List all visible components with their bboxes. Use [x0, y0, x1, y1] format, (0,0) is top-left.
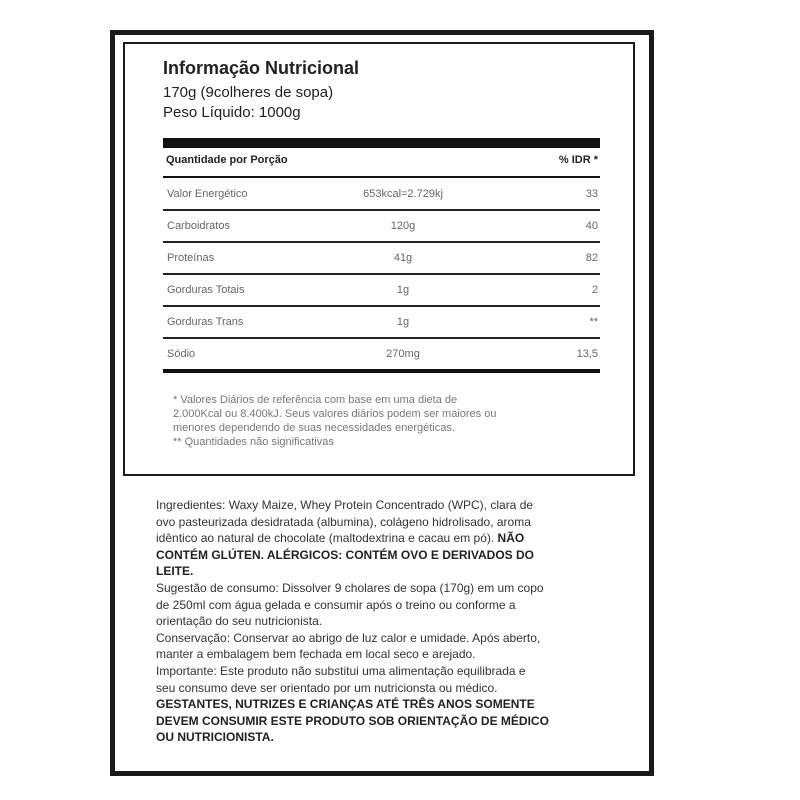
nutrient-name: Carboidratos [167, 220, 230, 232]
usage-line: orientação do seu nutricionista. [156, 614, 323, 629]
nutrient-amount: 120g [390, 220, 416, 232]
nutrient-amount: 41g [393, 252, 413, 264]
warning-text: DEVEM CONSUMIR ESTE PRODUTO SOB ORIENTAÇÃO DE MÉDICO [156, 713, 549, 728]
usage-line: Sugestão de consumo: Dissolver 9 cholares de sopa (170g) em um copo [156, 580, 544, 595]
footnote-line: ** Quantidades não significativas [173, 436, 334, 448]
ingredients-text: idêntico ao natural de chocolate (maltodextrina e cacau em pó). [156, 531, 498, 546]
warning-line [156, 713, 634, 730]
nutrient-amount: 1g [396, 316, 410, 328]
nutrient-name: Gorduras Trans [167, 316, 244, 328]
ingredients-line: Ingredientes: Waxy Maize, Whey Protein Concentrado (WPC), clara de [156, 498, 534, 512]
serving-size: 170g (9colheres de sopa) [163, 84, 334, 101]
allergen-warning: NÃO [497, 531, 525, 546]
table-header [163, 148, 600, 178]
table-row [163, 306, 600, 339]
header-idr-label: % IDR * [558, 154, 598, 166]
usage-line: de 250ml com água gelada e consumir após o treino ou conforme a [156, 597, 516, 612]
nutrient-name: Gorduras Totais [167, 284, 245, 296]
important-line: Importante: Este produto não substitui uma alimentação equilibrada e [156, 663, 526, 678]
nutrient-idr: 40 [585, 220, 598, 232]
header-quantity-label: Quantidade por Porção [166, 154, 288, 166]
nutrition-title: Informação Nutricional [163, 58, 360, 78]
footnote-line: * Valores Diários de referência com base em uma dieta de [173, 394, 458, 406]
nutrient-amount: 270mg [386, 348, 420, 360]
net-weight: Peso Líquido: 1000g [163, 104, 301, 121]
table-row [163, 242, 600, 275]
storage-line: Conservação: Conservar ao abrigo de luz calor e umidade. Após aberto, [156, 630, 541, 645]
nutrient-name: Proteínas [167, 252, 215, 264]
divider-bar [163, 138, 600, 148]
warning-line [156, 729, 634, 746]
nutrient-name: Valor Energético [167, 188, 248, 200]
table-row [163, 178, 600, 211]
nutrient-idr: 82 [585, 252, 598, 264]
warning-line [156, 696, 634, 713]
allergen-line [156, 563, 634, 580]
nutrient-amount: 1g [396, 284, 410, 296]
nutrient-idr: 13,5 [576, 348, 598, 360]
allergen-warning: CONTÉM GLÚTEN. ALÉRGICOS: CONTÉM OVO E DERIVADOS DO [156, 547, 535, 562]
ingredients-line [156, 530, 634, 547]
warning-text: GESTANTES, NUTRIZES E CRIANÇAS ATÉ TRÊS ANOS SOMENTE [156, 697, 535, 712]
footnote-line: menores dependendo de suas necessidades energéticas. [173, 422, 455, 434]
ingredients-line: ovo pasteurizada desidratada (albumina), colágeno hidrolisado, aroma [156, 514, 531, 529]
nutrient-idr: 2 [591, 284, 598, 296]
table-row [163, 210, 600, 243]
nutrient-name: Sódio [167, 348, 196, 360]
storage-line: manter a embalagem bem fechada em local seco e arejado. [156, 647, 476, 662]
nutrient-idr: 33 [585, 188, 598, 200]
important-line: seu consumo deve ser orientado por um nutricionsta ou médico. [156, 680, 498, 695]
footnote [173, 393, 593, 449]
table-row [163, 274, 600, 307]
footnote-line: 2.000Kcal ou 8.400kJ. Seus valores diários podem ser maiores ou [173, 408, 497, 420]
nutrient-idr: ** [589, 316, 598, 328]
warning-text: OU NUTRICIONISTA. [156, 730, 274, 745]
table-row [163, 338, 600, 373]
allergen-warning: LEITE. [156, 564, 194, 579]
allergen-line [156, 547, 634, 564]
ingredients-section [156, 497, 634, 746]
nutrient-amount: 653kcal=2.729kj [363, 188, 443, 200]
